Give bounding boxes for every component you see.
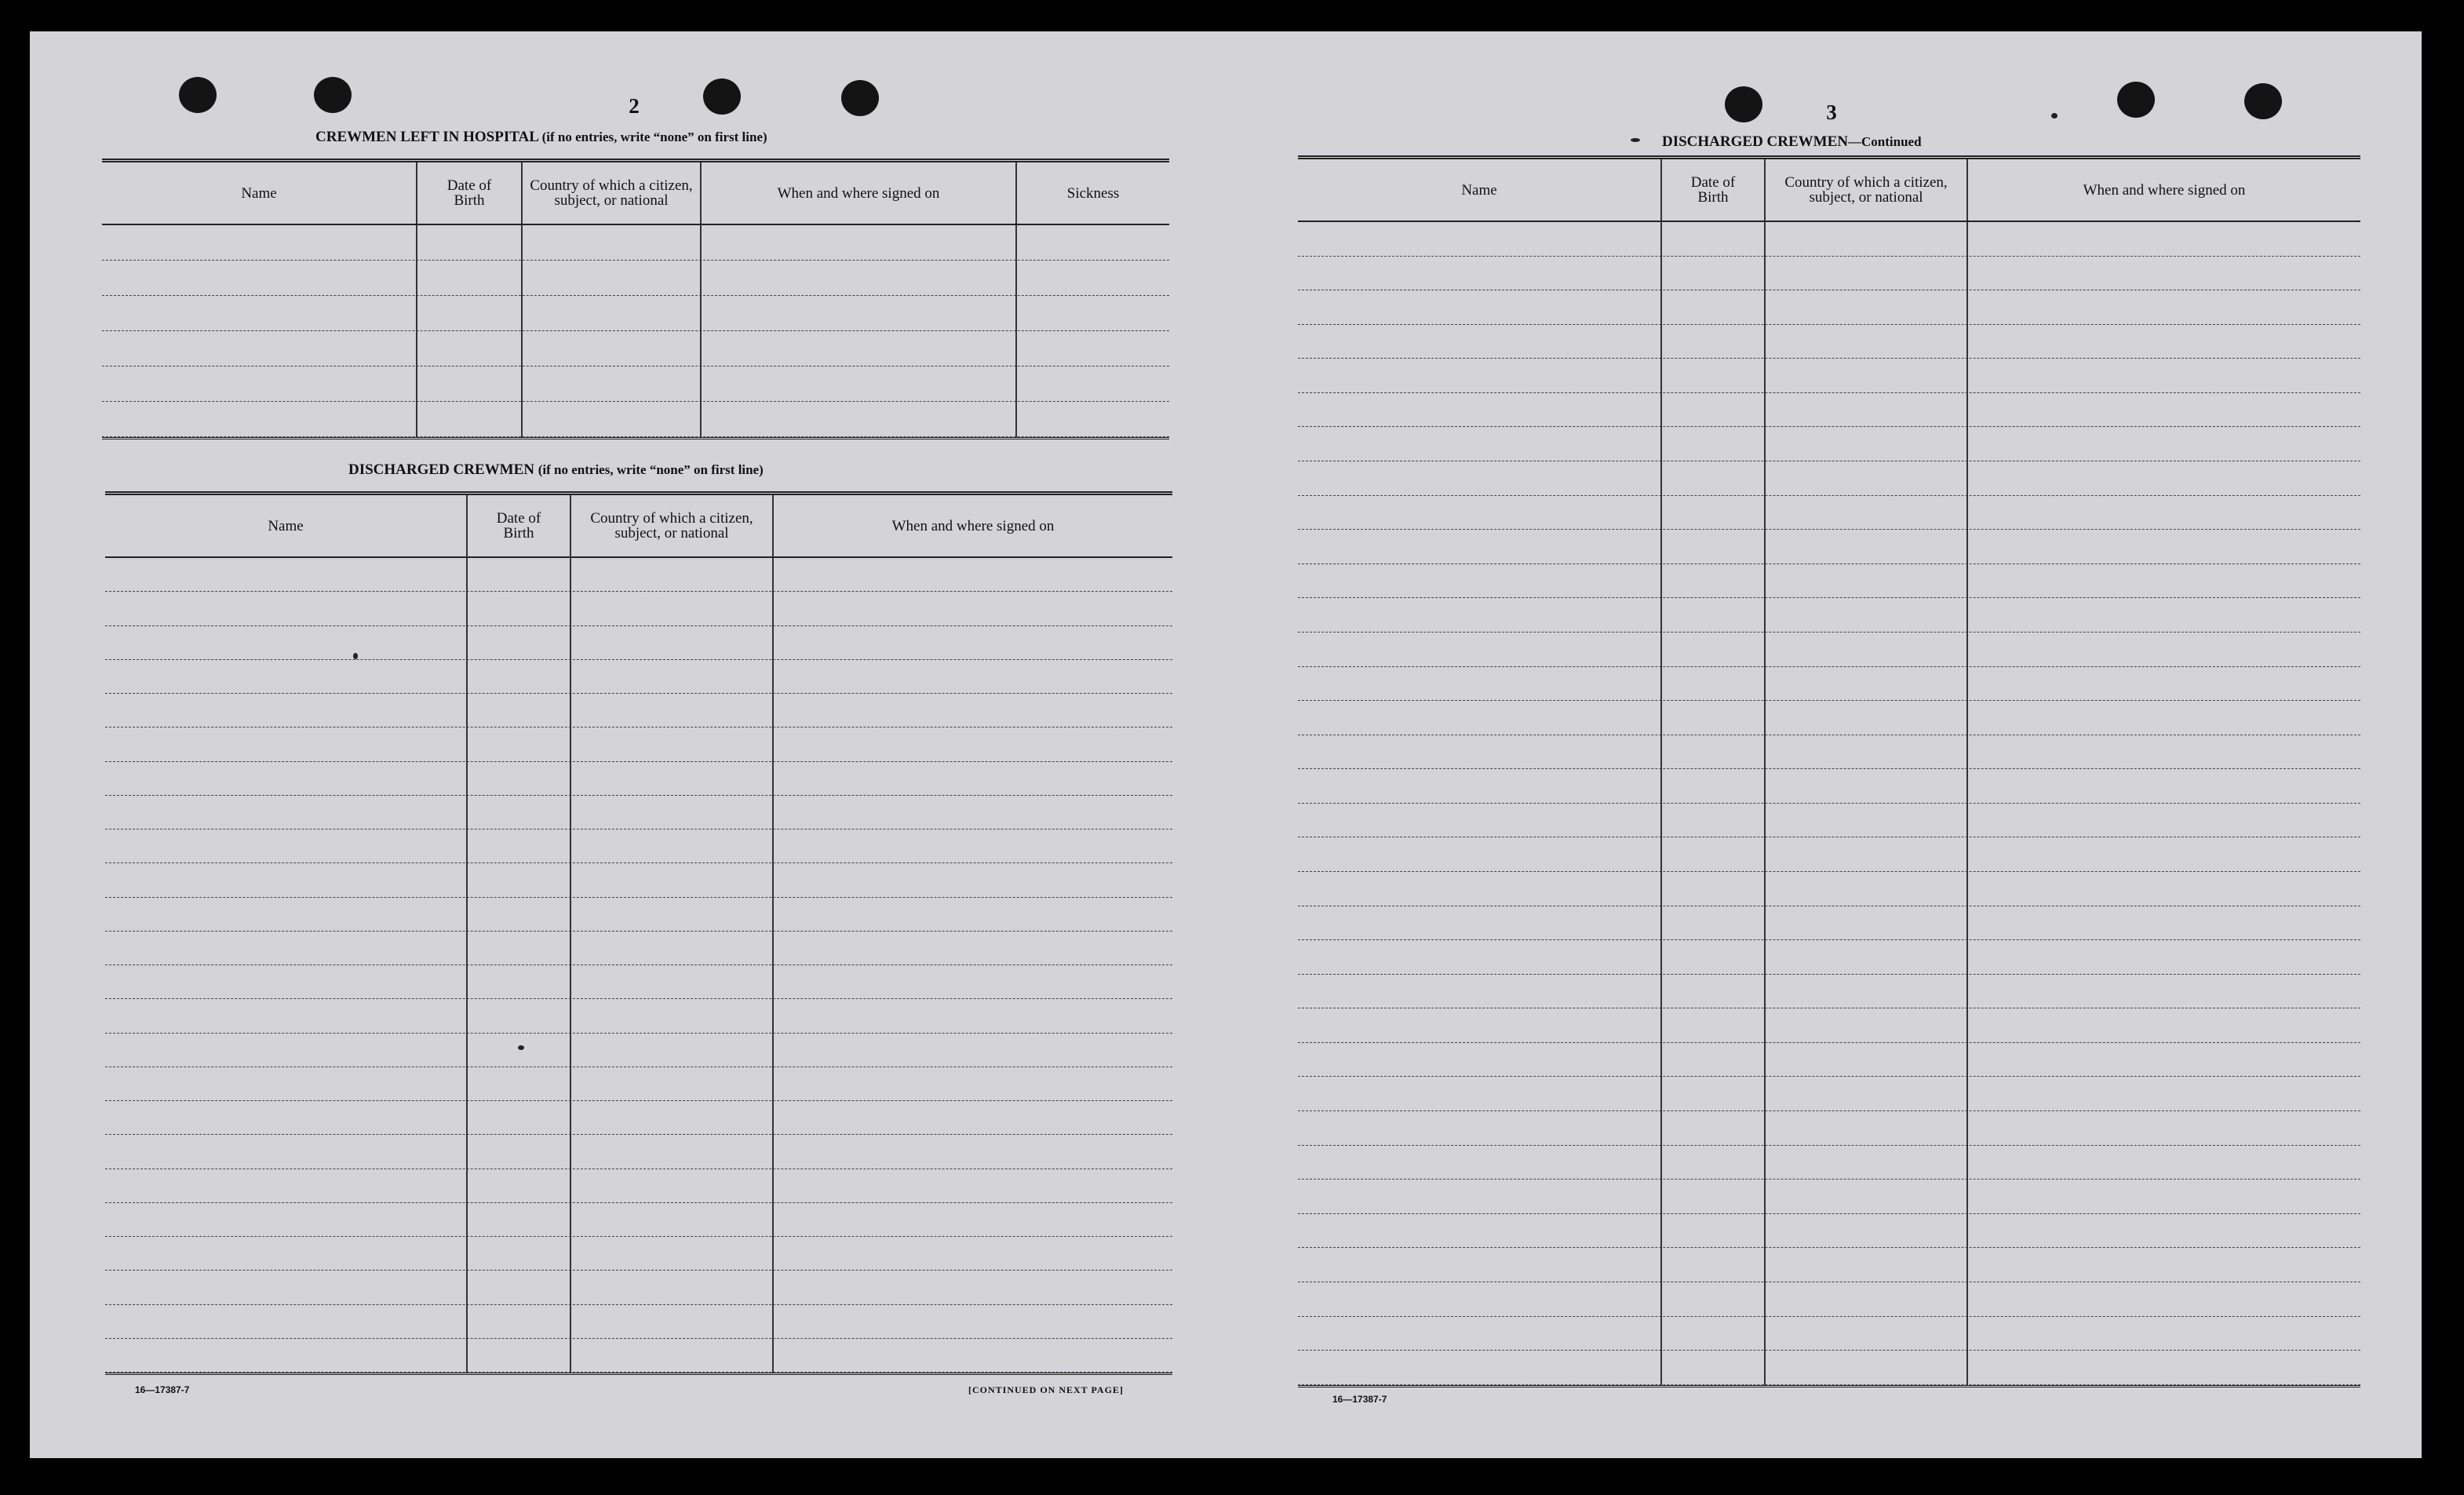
page-number-left: 2	[629, 94, 640, 118]
blank-entry-row[interactable]	[105, 694, 1172, 727]
col-header-date-of-birth: Date of Birth	[416, 162, 521, 224]
blank-entry-row[interactable]	[1298, 257, 2360, 291]
blank-entry-row[interactable]	[1298, 461, 2360, 496]
blank-entry-row[interactable]	[1298, 1248, 2360, 1282]
col-header-signed-on: When and where signed on	[772, 495, 1172, 556]
ink-speck	[353, 653, 358, 659]
punch-hole-icon	[314, 77, 352, 113]
blank-entry-row[interactable]	[1298, 837, 2360, 872]
blank-entry-row[interactable]	[105, 626, 1172, 660]
blank-entry-row[interactable]	[105, 932, 1172, 965]
page-number-right: 3	[1826, 100, 1837, 124]
blank-entry-row[interactable]	[105, 558, 1172, 592]
blank-entry-row[interactable]	[1298, 906, 2360, 941]
blank-entry-row[interactable]	[105, 660, 1172, 694]
blank-entry-row[interactable]	[1298, 1008, 2360, 1043]
blank-entry-row[interactable]	[1298, 1214, 2360, 1249]
blank-entry-row[interactable]	[105, 830, 1172, 863]
blank-entry-row[interactable]	[102, 331, 1169, 366]
hospital-note: (if no entries, write “none” on first line)	[541, 129, 767, 144]
blank-entry-row[interactable]	[105, 965, 1172, 999]
blank-entry-row[interactable]	[102, 402, 1169, 437]
blank-entry-row[interactable]	[105, 1271, 1172, 1304]
blank-entry-row[interactable]	[1298, 530, 2360, 564]
blank-entry-row[interactable]	[1298, 975, 2360, 1009]
blank-entry-row[interactable]	[1298, 804, 2360, 838]
blank-entry-row[interactable]	[1298, 1043, 2360, 1077]
blank-entry-row[interactable]	[105, 1067, 1172, 1101]
blank-entry-row[interactable]	[1298, 564, 2360, 599]
blank-entry-row[interactable]	[105, 796, 1172, 830]
blank-entry-row[interactable]	[1298, 393, 2360, 428]
discharged-section-title	[348, 461, 764, 479]
ink-speck	[518, 1045, 524, 1050]
blank-entry-row[interactable]	[102, 225, 1169, 261]
blank-entry-row[interactable]	[1298, 1146, 2360, 1180]
blank-entry-row[interactable]	[105, 762, 1172, 796]
discharged-title-right: DISCHARGED CREWMEN	[1662, 133, 1848, 150]
blank-entry-row[interactable]	[105, 1339, 1172, 1373]
blank-entry-row[interactable]	[1298, 290, 2360, 325]
blank-entry-row[interactable]	[1298, 633, 2360, 667]
continued-label: —Continued	[1848, 134, 1922, 149]
blank-entry-row[interactable]	[1298, 496, 2360, 531]
blank-entry-row[interactable]	[1298, 1180, 2360, 1214]
col-header-country: Country of which a citizen, subject, or national	[1764, 159, 1966, 221]
ink-speck	[2051, 113, 2058, 119]
col-header-country: Country of which a citizen, subject, or national	[521, 162, 700, 224]
discharged-title: DISCHARGED CREWMEN	[348, 461, 534, 478]
hospital-title: CREWMEN LEFT IN HOSPITAL	[315, 129, 538, 145]
blank-entry-row[interactable]	[102, 296, 1169, 331]
blank-entry-row[interactable]	[1298, 222, 2360, 257]
col-header-date-of-birth: Date of Birth	[466, 495, 570, 556]
blank-entry-row[interactable]	[1298, 1077, 2360, 1111]
discharged-table-left	[105, 491, 1172, 1375]
blank-entry-row[interactable]	[1298, 667, 2360, 702]
blank-entry-row[interactable]	[102, 261, 1169, 296]
blank-entry-row[interactable]	[1298, 701, 2360, 735]
col-header-country: Country of which a citizen, subject, or national	[570, 495, 772, 556]
punch-hole-icon	[703, 78, 741, 115]
form-sheet	[30, 31, 2422, 1458]
blank-entry-row[interactable]	[105, 898, 1172, 932]
col-header-signed-on: When and where signed on	[700, 162, 1015, 224]
punch-hole-icon	[2117, 82, 2155, 118]
blank-entry-row[interactable]	[102, 366, 1169, 402]
punch-hole-icon	[1725, 86, 1762, 122]
punch-hole-icon	[841, 80, 879, 116]
blank-entry-row[interactable]	[105, 1034, 1172, 1067]
discharged-note: (if no entries, write “none” on first line)	[538, 462, 764, 477]
blank-entry-row[interactable]	[105, 1169, 1172, 1203]
punch-hole-icon	[179, 77, 217, 113]
blank-entry-row[interactable]	[1298, 1111, 2360, 1146]
form-number-left: 16—17387-7	[135, 1384, 190, 1395]
ink-speck	[1631, 138, 1640, 142]
blank-entry-row[interactable]	[1298, 359, 2360, 393]
blank-entry-row[interactable]	[1298, 325, 2360, 359]
blank-entry-row[interactable]	[105, 999, 1172, 1033]
blank-entry-row[interactable]	[105, 1237, 1172, 1271]
hospital-table	[102, 159, 1169, 439]
col-header-signed-on: When and where signed on	[1966, 159, 2360, 221]
continued-note: [CONTINUED ON NEXT PAGE]	[968, 1384, 1124, 1395]
hospital-section-title	[315, 129, 767, 146]
blank-entry-row[interactable]	[105, 1203, 1172, 1237]
blank-entry-row[interactable]	[105, 863, 1172, 897]
col-header-date-of-birth: Date of Birth	[1660, 159, 1764, 221]
form-number-right: 16—17387-7	[1332, 1394, 1387, 1405]
blank-entry-row[interactable]	[1298, 1282, 2360, 1317]
blank-entry-row[interactable]	[1298, 598, 2360, 633]
blank-entry-row[interactable]	[1298, 872, 2360, 906]
blank-entry-row[interactable]	[1298, 769, 2360, 804]
blank-entry-row[interactable]	[105, 727, 1172, 761]
discharged-table-right	[1298, 155, 2360, 1387]
col-header-name: Name	[268, 517, 304, 534]
blank-entry-row[interactable]	[105, 1135, 1172, 1169]
col-header-name: Name	[241, 184, 277, 202]
discharged-continued-title	[1662, 133, 1922, 151]
blank-entry-row[interactable]	[105, 1305, 1172, 1339]
blank-entry-row[interactable]	[1298, 1317, 2360, 1351]
punch-hole-icon	[2244, 83, 2282, 119]
blank-entry-row[interactable]	[1298, 735, 2360, 770]
blank-entry-row[interactable]	[105, 1101, 1172, 1135]
blank-entry-row[interactable]	[1298, 427, 2360, 461]
blank-entry-row[interactable]	[1298, 1351, 2360, 1385]
blank-entry-row[interactable]	[105, 592, 1172, 625]
col-header-sickness: Sickness	[1015, 162, 1169, 224]
blank-entry-row[interactable]	[1298, 940, 2360, 975]
col-header-name: Name	[1461, 181, 1497, 199]
